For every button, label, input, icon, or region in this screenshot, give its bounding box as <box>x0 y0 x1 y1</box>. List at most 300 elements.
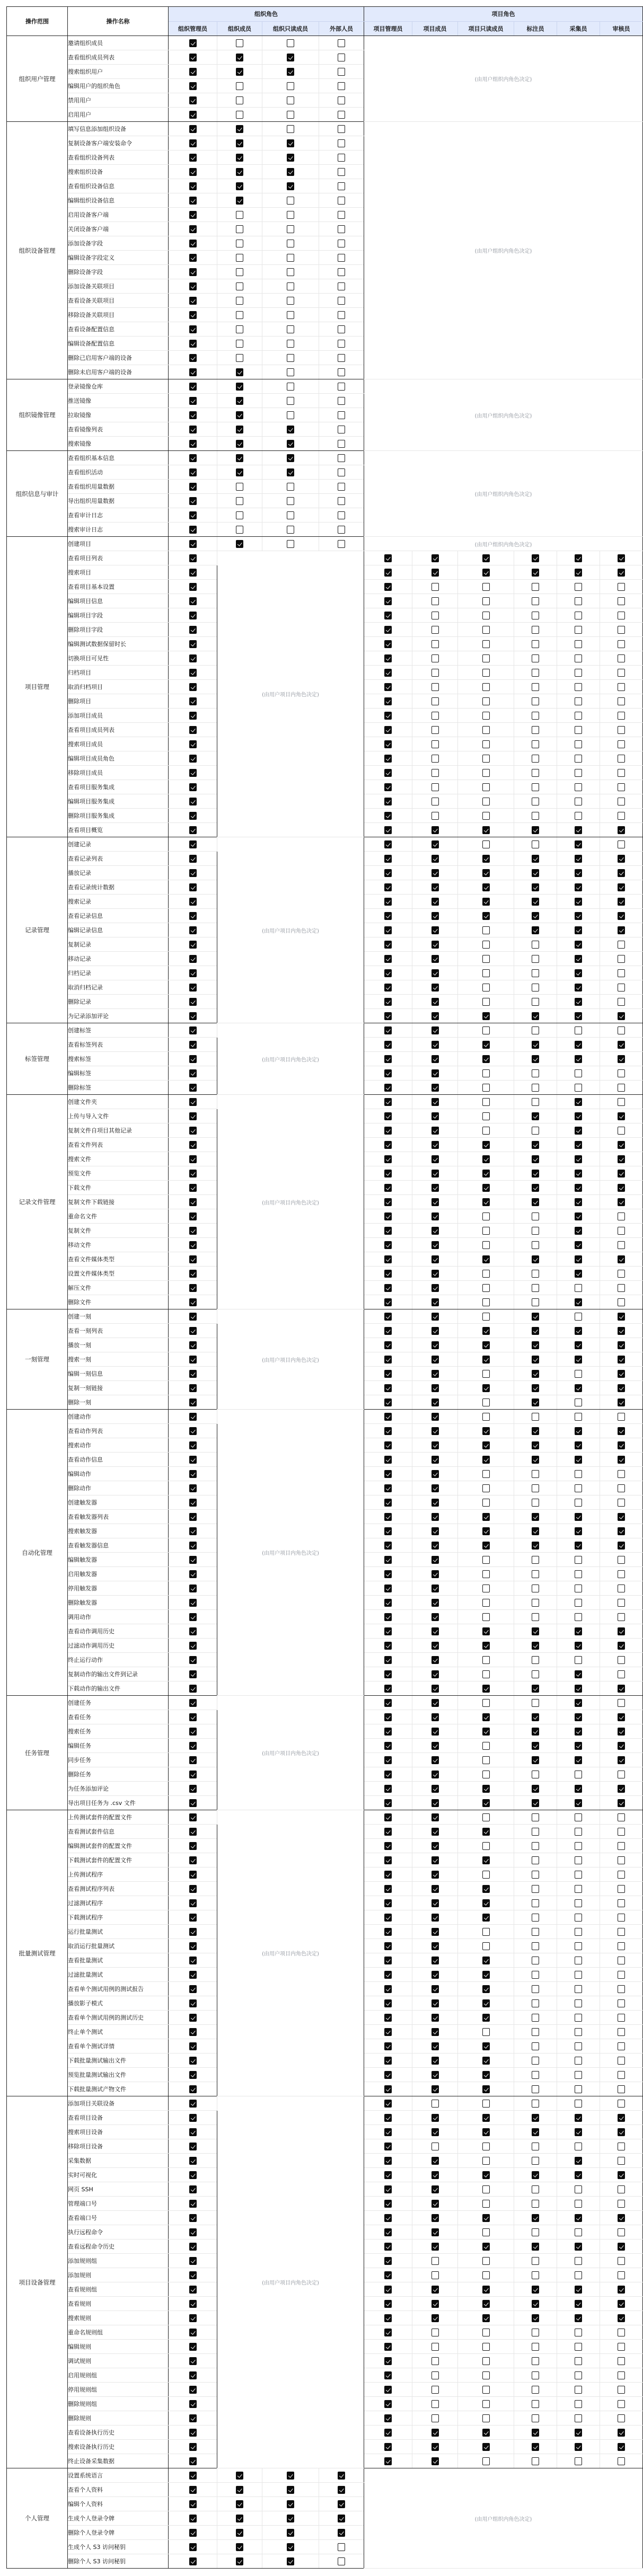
cell-project-member <box>412 737 458 751</box>
operation-name: 查看组织成员列表 <box>68 50 169 65</box>
cell-collector <box>557 2297 600 2311</box>
note-org-decides: (由用户组织内角色决定) <box>364 122 643 379</box>
cell-org-admin <box>169 2497 217 2511</box>
checkbox-reviewer-unchecked <box>618 2257 625 2265</box>
cell-project-readonly <box>458 2239 514 2254</box>
checkbox-project-admin-checked <box>384 1713 392 1721</box>
cell-org-member <box>217 222 262 236</box>
operation-name: 终止设备采集数据 <box>68 2454 169 2468</box>
operation-name: 删除记录 <box>68 995 169 1009</box>
checkbox-org-admin-checked <box>189 984 197 992</box>
operation-name: 查看动作信息 <box>68 1453 169 1467</box>
checkbox-project-admin-checked <box>384 2329 392 2336</box>
checkbox-project-readonly-unchecked <box>482 1370 490 1378</box>
cell-project-readonly <box>458 1867 514 1882</box>
cell-annotator <box>514 637 557 651</box>
cell-project-admin <box>364 651 412 666</box>
cell-reviewer <box>600 1939 643 1953</box>
checkbox-annotator-unchecked <box>532 2329 539 2336</box>
cell-org-admin <box>169 494 217 508</box>
checkbox-org-admin-checked <box>189 2371 197 2379</box>
checkbox-reviewer-checked <box>618 1642 625 1650</box>
cell-collector <box>557 1925 600 1939</box>
cell-reviewer <box>600 966 643 980</box>
checkbox-project-member-checked <box>431 883 439 891</box>
operation-name: 预览文件 <box>68 1166 169 1181</box>
cell-org-admin <box>169 179 217 193</box>
cell-annotator <box>514 1681 557 1696</box>
checkbox-collector-checked <box>575 955 582 963</box>
operation-name: 添加规则组 <box>68 2254 169 2268</box>
checkbox-annotator-unchecked <box>532 1899 539 1907</box>
operation-name: 禁用用户 <box>68 93 169 108</box>
cell-annotator <box>514 2225 557 2239</box>
cell-annotator <box>514 1166 557 1181</box>
cell-org-readonly <box>262 422 319 437</box>
checkbox-annotator-unchecked <box>532 984 539 992</box>
checkbox-project-readonly-unchecked <box>482 2257 490 2265</box>
checkbox-org-admin-checked <box>189 941 197 949</box>
checkbox-annotator-unchecked <box>532 669 539 677</box>
cell-collector <box>557 1410 600 1424</box>
operation-name: 播放影子模式 <box>68 1996 169 2011</box>
cell-reviewer <box>600 2225 643 2239</box>
operation-name: 查看组织设备信息 <box>68 179 169 193</box>
cell-project-readonly <box>458 2425 514 2440</box>
cell-reviewer <box>600 2096 643 2111</box>
checkbox-annotator-unchecked <box>532 1484 539 1492</box>
cell-project-member <box>412 1410 458 1424</box>
cell-project-readonly <box>458 766 514 780</box>
checkbox-org-readonly-checked <box>287 2515 294 2522</box>
cell-collector <box>557 1739 600 1753</box>
cell-org-admin <box>169 2311 217 2325</box>
cell-collector <box>557 1639 600 1653</box>
cell-project-admin <box>364 2096 412 2111</box>
cell-org-member <box>217 2497 262 2511</box>
cell-org-admin <box>169 1968 217 1982</box>
cell-project-member <box>412 1939 458 1953</box>
checkbox-project-member-checked <box>431 869 439 877</box>
cell-project-readonly <box>458 823 514 837</box>
checkbox-project-readonly-checked <box>482 1184 490 1192</box>
checkbox-reviewer-checked <box>618 2300 625 2308</box>
cell-project-readonly <box>458 1510 514 1524</box>
cell-reviewer <box>600 1453 643 1467</box>
checkbox-org-readonly-unchecked <box>287 340 294 348</box>
cell-project-member <box>412 1166 458 1181</box>
cell-org-member <box>217 480 262 494</box>
checkbox-org-admin-checked <box>189 1685 197 1693</box>
checkbox-external-unchecked <box>338 82 345 90</box>
header-role-reviewer: 审核员 <box>600 21 643 36</box>
cell-org-admin <box>169 451 217 465</box>
cell-annotator <box>514 694 557 709</box>
operation-name: 查看测试程序列表 <box>68 1882 169 1896</box>
checkbox-annotator-unchecked <box>532 1584 539 1592</box>
checkbox-collector-checked <box>575 2114 582 2122</box>
checkbox-reviewer-unchecked <box>618 798 625 805</box>
cell-org-admin <box>169 351 217 365</box>
cell-org-member <box>217 79 262 93</box>
cell-project-member <box>412 966 458 980</box>
cell-org-admin <box>169 1138 217 1152</box>
checkbox-annotator-checked <box>532 1398 539 1406</box>
checkbox-org-readonly-checked <box>287 168 294 176</box>
checkbox-reviewer-checked <box>618 1141 625 1149</box>
checkbox-collector-unchecked <box>575 2071 582 2079</box>
header-scope: 操作范围 <box>7 7 68 36</box>
cell-project-admin <box>364 1782 412 1796</box>
cell-project-readonly <box>458 1782 514 1796</box>
operation-name: 搜索标签 <box>68 1052 169 1066</box>
operation-name: 删除设备字段 <box>68 265 169 279</box>
cell-annotator <box>514 1338 557 1352</box>
checkbox-org-admin-checked <box>189 2243 197 2251</box>
checkbox-org-admin-checked <box>189 883 197 891</box>
checkbox-reviewer-unchecked <box>618 2157 625 2165</box>
cell-org-admin <box>169 766 217 780</box>
checkbox-org-admin-checked <box>189 1112 197 1120</box>
operation-name: 查看项目基本设置 <box>68 580 169 594</box>
cell-external <box>319 394 364 408</box>
checkbox-project-readonly-checked <box>482 1155 490 1163</box>
cell-org-readonly <box>262 494 319 508</box>
checkbox-project-member-checked <box>431 1327 439 1335</box>
checkbox-annotator-unchecked <box>532 1227 539 1235</box>
cell-project-readonly <box>458 551 514 565</box>
cell-project-readonly <box>458 2225 514 2239</box>
cell-project-member <box>412 2154 458 2168</box>
checkbox-annotator-unchecked <box>532 840 539 848</box>
checkbox-reviewer-unchecked <box>618 1971 625 1979</box>
checkbox-collector-checked <box>575 1327 582 1335</box>
checkbox-collector-checked <box>575 1384 582 1392</box>
checkbox-annotator-unchecked <box>532 1556 539 1564</box>
checkbox-project-admin-checked <box>384 1957 392 1964</box>
checkbox-collector-checked <box>575 1713 582 1721</box>
cell-org-readonly <box>262 93 319 108</box>
checkbox-org-admin-checked <box>189 2543 197 2551</box>
cell-project-readonly <box>458 909 514 923</box>
checkbox-annotator-unchecked <box>532 1856 539 1864</box>
cell-annotator <box>514 1796 557 1810</box>
cell-project-member <box>412 651 458 666</box>
checkbox-collector-unchecked <box>575 1370 582 1378</box>
cell-project-readonly <box>458 2354 514 2368</box>
cell-org-admin <box>169 2211 217 2225</box>
checkbox-project-member-checked <box>431 1026 439 1034</box>
checkbox-project-member-checked <box>431 569 439 577</box>
checkbox-reviewer-unchecked <box>618 640 625 648</box>
table-row <box>7 2468 643 2483</box>
cell-org-admin <box>169 422 217 437</box>
checkbox-project-readonly-checked <box>482 1685 490 1693</box>
cell-annotator <box>514 623 557 637</box>
cell-org-member <box>217 494 262 508</box>
header-role-annotator: 标注员 <box>514 21 557 36</box>
cell-project-admin <box>364 2125 412 2139</box>
operation-name: 启用触发器 <box>68 1567 169 1581</box>
cell-org-admin <box>169 36 217 50</box>
cell-project-readonly <box>458 2082 514 2096</box>
operation-name: 查看组织用量数据 <box>68 480 169 494</box>
checkbox-reviewer-checked <box>618 1441 625 1449</box>
cell-collector <box>557 651 600 666</box>
checkbox-reviewer-checked <box>618 1356 625 1364</box>
checkbox-annotator-unchecked <box>532 998 539 1006</box>
cell-reviewer <box>600 823 643 837</box>
cell-annotator <box>514 1238 557 1252</box>
cell-project-member <box>412 1023 458 1038</box>
checkbox-project-member-checked <box>431 2300 439 2308</box>
checkbox-org-admin-checked <box>189 354 197 362</box>
cell-reviewer <box>600 666 643 680</box>
cell-project-member <box>412 1267 458 1281</box>
cell-org-admin <box>169 1610 217 1624</box>
cell-org-admin <box>169 2182 217 2197</box>
checkbox-annotator-unchecked <box>532 654 539 662</box>
cell-project-readonly <box>458 2125 514 2139</box>
cell-project-member <box>412 1395 458 1410</box>
cell-org-admin <box>169 737 217 751</box>
checkbox-org-admin-checked <box>189 712 197 720</box>
cell-reviewer <box>600 565 643 580</box>
checkbox-org-admin-checked <box>189 511 197 519</box>
cell-org-admin <box>169 465 217 480</box>
cell-org-admin <box>169 580 217 594</box>
checkbox-annotator-unchecked <box>532 740 539 748</box>
cell-collector <box>557 1939 600 1953</box>
cell-collector <box>557 1224 600 1238</box>
checkbox-annotator-checked <box>532 2429 539 2437</box>
checkbox-collector-unchecked <box>575 726 582 734</box>
cell-org-admin <box>169 1338 217 1352</box>
cell-org-readonly <box>262 79 319 93</box>
cell-project-admin <box>364 809 412 823</box>
cell-project-admin <box>364 1352 412 1367</box>
checkbox-org-admin-checked <box>189 540 197 548</box>
checkbox-project-member-checked <box>431 1484 439 1492</box>
cell-org-admin <box>169 394 217 408</box>
cell-project-admin <box>364 2011 412 2025</box>
checkbox-collector-unchecked <box>575 2400 582 2408</box>
checkbox-project-member-checked <box>431 1985 439 1993</box>
checkbox-project-readonly-unchecked <box>482 1284 490 1292</box>
checkbox-reviewer-unchecked <box>618 1613 625 1621</box>
cell-collector <box>557 909 600 923</box>
cell-project-member <box>412 623 458 637</box>
cell-reviewer <box>600 995 643 1009</box>
checkbox-reviewer-unchecked <box>618 840 625 848</box>
cell-reviewer <box>600 780 643 794</box>
scope-cell: 个人管理 <box>7 2468 68 2569</box>
checkbox-annotator-checked <box>532 2286 539 2294</box>
cell-collector <box>557 1882 600 1896</box>
checkbox-project-admin-checked <box>384 1899 392 1907</box>
cell-reviewer <box>600 1581 643 1596</box>
cell-project-member <box>412 1467 458 1481</box>
checkbox-org-admin-checked <box>189 1341 197 1349</box>
cell-annotator <box>514 2211 557 2225</box>
cell-annotator <box>514 937 557 952</box>
checkbox-project-admin-checked <box>384 783 392 791</box>
cell-org-admin <box>169 2454 217 2468</box>
table-row <box>7 1410 643 1424</box>
checkbox-project-member-checked <box>431 898 439 906</box>
cell-project-member <box>412 1352 458 1367</box>
cell-collector <box>557 1052 600 1066</box>
checkbox-annotator-unchecked <box>532 1985 539 1993</box>
cell-annotator <box>514 1123 557 1138</box>
checkbox-collector-unchecked <box>575 583 582 591</box>
cell-project-admin <box>364 2368 412 2383</box>
cell-org-readonly <box>262 537 319 551</box>
cell-project-readonly <box>458 2383 514 2397</box>
checkbox-project-member-unchecked <box>431 2414 439 2422</box>
checkbox-project-admin-checked <box>384 2228 392 2236</box>
checkbox-project-readonly-checked <box>482 2171 490 2179</box>
cell-collector <box>557 2039 600 2053</box>
checkbox-collector-checked <box>575 912 582 920</box>
checkbox-project-admin-checked <box>384 1856 392 1864</box>
cell-reviewer <box>600 2268 643 2282</box>
checkbox-reviewer-checked <box>618 1756 625 1764</box>
cell-project-readonly <box>458 1553 514 1567</box>
checkbox-project-admin-checked <box>384 2071 392 2079</box>
checkbox-project-readonly-unchecked <box>482 1127 490 1135</box>
cell-annotator <box>514 1038 557 1052</box>
cell-external <box>319 494 364 508</box>
cell-reviewer <box>600 1252 643 1267</box>
checkbox-annotator-unchecked <box>532 1084 539 1092</box>
checkbox-project-readonly-unchecked <box>482 1813 490 1821</box>
checkbox-collector-unchecked <box>575 1942 582 1950</box>
checkbox-collector-checked <box>575 1699 582 1707</box>
cell-project-admin <box>364 2411 412 2425</box>
cell-collector <box>557 794 600 809</box>
cell-project-member <box>412 880 458 895</box>
cell-collector <box>557 1066 600 1081</box>
cell-reviewer <box>600 1081 643 1095</box>
checkbox-annotator-unchecked <box>532 1026 539 1034</box>
cell-org-admin <box>169 1367 217 1381</box>
cell-collector <box>557 1181 600 1195</box>
checkbox-project-readonly-unchecked <box>482 1227 490 1235</box>
cell-annotator <box>514 2282 557 2297</box>
cell-org-admin <box>169 1238 217 1252</box>
checkbox-org-admin-checked <box>189 1613 197 1621</box>
cell-org-member <box>217 365 262 379</box>
cell-org-readonly <box>262 351 319 365</box>
cell-project-readonly <box>458 1495 514 1510</box>
cell-project-member <box>412 1209 458 1224</box>
checkbox-reviewer-unchecked <box>618 1928 625 1936</box>
cell-external <box>319 451 364 465</box>
checkbox-reviewer-unchecked <box>618 1985 625 1993</box>
cell-reviewer <box>600 1352 643 1367</box>
checkbox-project-admin-checked <box>384 1599 392 1607</box>
cell-project-member <box>412 1224 458 1238</box>
checkbox-project-admin-checked <box>384 1084 392 1092</box>
cell-org-admin <box>169 637 217 651</box>
cell-project-admin <box>364 1209 412 1224</box>
checkbox-org-readonly-unchecked <box>287 297 294 305</box>
checkbox-project-member-checked <box>431 1184 439 1192</box>
cell-org-member <box>217 208 262 222</box>
cell-project-readonly <box>458 780 514 794</box>
cell-reviewer <box>600 1610 643 1624</box>
cell-project-member <box>412 1052 458 1066</box>
checkbox-collector-checked <box>575 2214 582 2222</box>
checkbox-org-admin-checked <box>189 840 197 848</box>
cell-project-member <box>412 937 458 952</box>
cell-project-member <box>412 2211 458 2225</box>
checkbox-project-admin-checked <box>384 1384 392 1392</box>
cell-collector <box>557 1825 600 1839</box>
checkbox-project-admin-checked <box>384 626 392 634</box>
checkbox-collector-unchecked <box>575 2457 582 2465</box>
operation-name: 删除一刻 <box>68 1395 169 1410</box>
checkbox-project-member-checked <box>431 1370 439 1378</box>
cell-org-admin <box>169 1939 217 1953</box>
cell-project-readonly <box>458 952 514 966</box>
checkbox-org-admin-checked <box>189 1656 197 1664</box>
checkbox-collector-unchecked <box>575 683 582 691</box>
checkbox-org-admin-checked <box>189 554 197 562</box>
cell-annotator <box>514 2340 557 2354</box>
cell-external <box>319 408 364 422</box>
checkbox-reviewer-unchecked <box>618 2371 625 2379</box>
cell-org-admin <box>169 408 217 422</box>
cell-project-admin <box>364 1810 412 1825</box>
cell-annotator <box>514 2297 557 2311</box>
cell-annotator <box>514 2268 557 2282</box>
cell-reviewer <box>600 1782 643 1796</box>
cell-reviewer <box>600 1596 643 1610</box>
checkbox-reviewer-checked <box>618 1785 625 1793</box>
checkbox-project-member-checked <box>431 1685 439 1693</box>
checkbox-project-readonly-unchecked <box>482 683 490 691</box>
cell-reviewer <box>600 1667 643 1681</box>
checkbox-project-readonly-unchecked <box>482 1241 490 1249</box>
checkbox-reviewer-checked <box>618 1041 625 1049</box>
cell-project-admin <box>364 1867 412 1882</box>
checkbox-project-member-checked <box>431 1112 439 1120</box>
cell-project-admin <box>364 2211 412 2225</box>
cell-project-member <box>412 723 458 737</box>
cell-collector <box>557 623 600 637</box>
cell-project-member <box>412 1481 458 1495</box>
cell-annotator <box>514 1295 557 1309</box>
cell-external <box>319 193 364 208</box>
checkbox-org-admin-checked <box>189 1284 197 1292</box>
cell-collector <box>557 594 600 608</box>
checkbox-reviewer-checked <box>618 1313 625 1321</box>
cell-project-member <box>412 1953 458 1968</box>
checkbox-org-admin-checked <box>189 612 197 619</box>
cell-reviewer <box>600 1195 643 1209</box>
checkbox-collector-checked <box>575 1728 582 1736</box>
checkbox-project-readonly-checked <box>482 1441 490 1449</box>
cell-reviewer <box>600 2383 643 2397</box>
cell-collector <box>557 923 600 937</box>
checkbox-annotator-unchecked <box>532 2271 539 2279</box>
cell-org-member <box>217 537 262 551</box>
operation-name: 编辑个人资料 <box>68 2497 169 2511</box>
cell-annotator <box>514 608 557 623</box>
cell-org-member <box>217 136 262 151</box>
